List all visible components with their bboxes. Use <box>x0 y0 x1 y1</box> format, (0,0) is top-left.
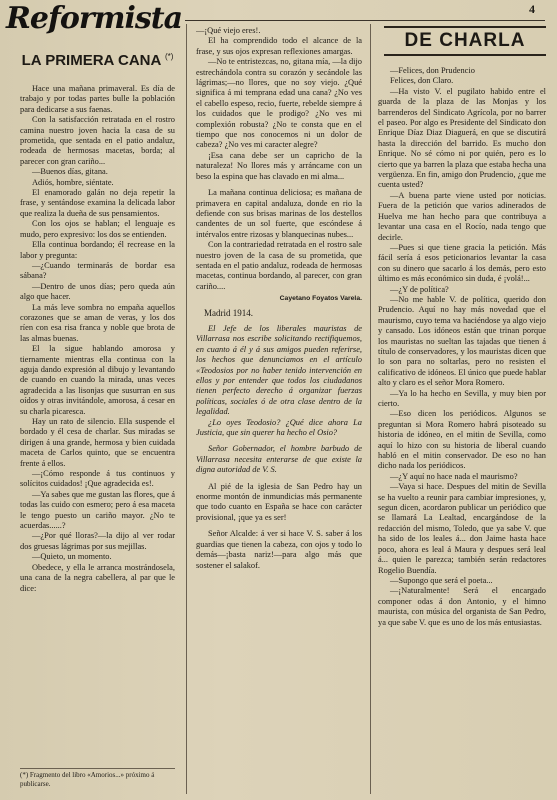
paragraph: —Buenos días, gitana. <box>32 167 108 177</box>
paragraph: Hay un rato de silencio. Ella suspende el bordado y él cesa de charlar. Sus miradas se dirigen á una grande, hermosa y bien cuidada maceta de Carlos quinto, que se encuentra frente á ellos. <box>20 417 175 468</box>
paragraph: Con los ojos se hablan; el lenguaje es mudo, pero expresivo: los dos se entienden. <box>20 219 175 239</box>
paragraph: ¿Lo oyes Teodosio? ¿Qué dice ahora La Justicia, que sin querer ha hecho el Osio? <box>196 417 362 438</box>
paragraph: —Ya lo ha hecho en Sevilla, y muy bien por cierto. <box>378 388 546 408</box>
article-title <box>20 48 175 70</box>
paragraph: —No me hable V. de política, querido don Prudencio. Aquí no hay más novedad que el maurismo, cuyo tema va haciéndose ya algo viejo y cansado. Los idóneos están que trinan porque los mauristas no sueltan las tajadas que tienen á título de conservadores, y los mauristas dicen que lo son para no soltarlas, pero no resisten el calificativo de idóneos. El único que puede hablar alto y claro es el señor Mora Romero. <box>378 294 546 388</box>
paragraph: Señor Alcalde: á ver si hace V. S. saber á los guardias que tienen la cabeza, con ojos y todo lo demás—¡basta nariz!—para algo más que sostener el salakof. <box>196 529 362 570</box>
paragraph: El Jefe de los liberales mauristas de Villarrasa nos escribe solicitando rectifiquemos, en cuanto á él y á sus amigos pueden referirse, los hechos que denunciamos en el artículo «Teodosios por no haber tenido intervención en ellos y por entender que todos los ciudadanos tienen perfecto derecho á organizar fuerzas políticas, sociales ó de otra clase dentro de la legalidad. <box>196 323 362 417</box>
paragraph: Felices, don Claro. <box>390 76 454 86</box>
paragraph: —Vaya si hace. Despues del mitin de Sevilla se ha vuelto a reunir para cambiar impresiones, y, segun dicen, acordaron publicar un periódico que se llamará La Lealtad, encargándose de la redacción del mismo, Toledo, que ya sabe V. que ha sido de los leales á... don Jaime hasta hace poco, ahora es leal á Maura y despues será leal á... quien le parezca; también serán redactores Rogelio Buendía. <box>378 482 546 575</box>
paragraph: El ha comprendido todo el alcance de la frase, y sus ojos expresan reflexiones amargas. <box>196 36 362 56</box>
paragraph: ¡Esa cana debe ser un capricho de la naturaleza! No llores más y arráncame con un beso la espina que has clavado en mi alma... <box>196 150 362 181</box>
footnote: (*) Fragmento del libro «Amorios...» próximo á publicarse. <box>20 768 175 789</box>
header-rule <box>185 20 545 21</box>
left-column <box>20 26 175 792</box>
masthead: Reformista <box>6 1 183 36</box>
page-number: 4 <box>529 2 535 16</box>
dateline: Madrid 1914. <box>204 307 253 318</box>
paragraph: Al pié de la iglesia de San Pedro hay un enorme montón de inmundicias más permanente que todo cuanto en España se hace con carácter provisional, ¡que ya es ser! <box>196 481 362 522</box>
column-divider <box>186 24 187 794</box>
right-column <box>378 26 546 792</box>
paragraph: —¿Y aquí no hace nada el maurismo? <box>390 471 518 481</box>
paragraph: Señor Gobernador, el hombre barbudo de Villarrasa necesita enterarse de que existe la digna autoridad de V. S. <box>196 444 362 475</box>
paragraph: —Ya sabes que me gustan las flores, que á todas las cuido con esmero; pero á esa maceta le tengo puesto un cariño mayor. ¿No te acuerdas......? <box>20 489 175 531</box>
article-title-text: LA PRIMERA CANA <box>21 52 161 69</box>
title-footnote-mark: (*) <box>164 52 174 61</box>
paragraph: La más leve sombra no empaña aquellos corazones que se aman de veras, y los dos ríen con esa risa franca y noble que brota de las almas buenas. <box>20 302 175 343</box>
italic-notes <box>196 324 362 476</box>
paragraph: —Pues si que tiene gracia la petición. Más fácil sería á esos peticionarios levantar la casa con su dinero que sacarlo á los demás, pero esto último es más económico sin duda, é ¡volá!... <box>378 242 546 284</box>
paragraph: El la sigue hablando amorosa y tiernamente mientras ella continua con la aguja dando expresión al dibujo y levantando de cuando en cuando la mirada, unas veces agradecida a las lisonjas que susurran en sus oídos y otras invitándole, amorosa, á cesar en su charla picaresca. <box>20 344 175 416</box>
paragraph: —¿Y de política? <box>390 284 449 294</box>
middle-column <box>196 26 362 792</box>
paragraph: —Supongo que será el poeta... <box>390 575 493 585</box>
author-signature: Cayetano Foyatos Varela. <box>279 295 362 303</box>
paragraph: —¡Cómo responde á tus continuos y solícitos cuidados! ¡Que agradecida es!. <box>20 469 175 489</box>
paragraph: —Quieto, un momento. <box>32 552 112 562</box>
paragraph: La mañana continua deliciosa; es mañana de primavera en capital andaluza, donde en rio la defiende con sus brisas marinas de los destellos candentes de un sol fuerte, que escóndese á intérvalos entre rizosas y blanquecinas nubes... <box>196 188 362 239</box>
paragraph: —¡Qué viejo eres!. <box>196 26 261 35</box>
paragraph: El enamorado galán no deja repetir la frase, y sentándose examina la delicada labor que realiza la dueña de sus pensamientos. <box>20 188 175 218</box>
paragraph: Obedece, y ella le arranca mostrándosela, una cana de la negra cabellera, al par que le dice: <box>20 562 175 593</box>
paragraph: Adiós, hombre, siéntate. <box>32 177 114 187</box>
paragraph: Ella continua bordando; él recrease en la labor y pregunta: <box>20 240 175 260</box>
paragraph: Hace una mañana primaveral. Es día de trabajo y por todas partes bulle la población para dedicarse a sus faenas. <box>20 84 175 114</box>
paragraph: —Ha visto V. el pugilato habido entre el guarda de la plaza de las Monjas y los barrenderos del Sindicato Agrícola, por no barrer el paseo. Por algo es Presidente del Sindicato don Enrique Díaz Diaz Diaguerá, en que se discutirá hasta la dirección del barrido. Es mucho don Enrique. No sé cómo ni por quién, pero es lo cierto que ya barren la plaza que estaba hecha una vergüenza. En fin, amigo don Prudencio, ¿que me cuenta usted? <box>378 86 546 190</box>
section-title: DE CHARLA <box>384 26 546 56</box>
paragraph: —¿Por qué lloras?—la dijo al ver rodar dos gruesas lágrimas por sus mejillas. <box>20 531 175 551</box>
paragraph: —Eso dicen los periódicos. Algunos se preguntan si Mora Romero habrá pisoteado su historia de idóneo, en el mitin de Sevilla, como aquí lo hizo con su historia de liberal cuando habló en el mitin conservador. De eso no han dicho nada los periódicos. <box>378 409 546 471</box>
paragraph: —No te entristezcas, no, gitana mía, —la dijo estrechándola contra su corazón y secándole las lágrimas;—no llores, que no soy viejo. ¿Qué significa á mi temprana edad una cana? ¿No ves el cabello espeso, recio, fuerte, rebelde siempre á los cuidados que le prodigo? ¿No ves mi complexión robusta? ¿No te consta que en el tiempo que nos conocemos ni un dolor de cabeza? ¿No ves mi caracter alegre? <box>196 57 362 150</box>
paragraph: Con la satisfacción retratada en el rostro camina nuestro joven hacia la casa de su prometida, que sentada en el patio andaluz, rodeada de hermosas macetas, borda; al parecer con gran cariño... <box>20 115 175 166</box>
paragraph: —Dentro de unos días; pero queda aún algo que hacer. <box>20 281 175 302</box>
paragraph: Con la contrariedad retratada en el rostro sale nuestro joven de la casa de su prometida, que sentada en el patio andaluz, rodeada de hermosas macetas, continua bordando, al parecer, con gran cariño.... <box>196 240 362 291</box>
paragraph: —¡Naturalmente! Será el encargado componer odas á don Antonio, y el himno maurista, con música del organista de San Pedro, ya que sabe V. que es uno de los más entusiastas. <box>378 586 546 627</box>
paragraph: —¿Cuando terminarás de bordar esa sábana? <box>20 260 175 281</box>
paragraph: —Felices, don Prudencio <box>390 66 475 75</box>
column-divider <box>370 24 371 794</box>
paragraph: —A buena parte viene usted por noticias. Fuera de la petición que varios adinerados de Huelva me han hecho para que contribuya a levantar una casa en el Rocío, nada tengo que decirle. <box>378 190 546 242</box>
